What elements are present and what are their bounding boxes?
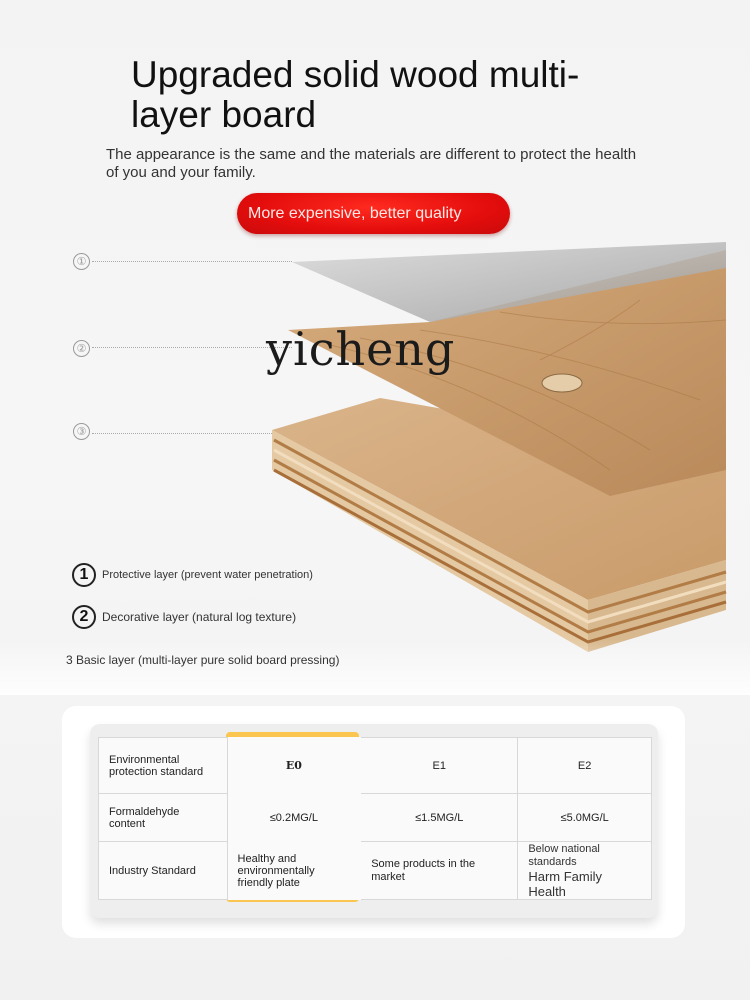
legend-text: Decorative layer (natural log texture) xyxy=(102,610,297,624)
row-label: Industry Standard xyxy=(99,842,228,900)
note-e1: Some products in the market xyxy=(361,842,518,900)
legend-number: 2 xyxy=(72,605,96,629)
water-drop xyxy=(542,374,582,392)
marker-3: ③ xyxy=(73,423,90,440)
marker-1: ① xyxy=(73,253,90,270)
marker-1-line xyxy=(92,261,292,262)
formaldehyde-comparison-table xyxy=(98,737,652,900)
table-row xyxy=(99,842,652,900)
table-row xyxy=(99,794,652,842)
page-title: Upgraded solid wood multi-layer board xyxy=(131,54,580,135)
table-row xyxy=(99,738,652,794)
legend-item-protective xyxy=(72,563,313,587)
page-subtitle: The appearance is the same and the materials are different to protect the health of you and your family. xyxy=(106,146,637,181)
row-label: Formaldehyde content xyxy=(99,794,228,842)
watermark: yicheng xyxy=(266,322,456,376)
grade-e1: E1 xyxy=(361,738,518,794)
row-label: Environmental protection standard xyxy=(99,738,228,794)
note-e2-cell xyxy=(518,842,652,900)
legend-item-basic: 3 Basic layer (multi-layer pure solid board pressing) xyxy=(66,653,340,667)
quality-badge: More expensive, better quality xyxy=(237,193,510,234)
limit-e0: ≤0.2MG/L xyxy=(269,811,318,824)
legend-item-decorative xyxy=(72,605,296,629)
grade-e0: E0 xyxy=(285,759,302,772)
note-e2: Below national standards xyxy=(528,842,600,868)
note-e0: Healthy and environmentally friendly plate xyxy=(237,852,315,889)
limit-e1: ≤1.5MG/L xyxy=(361,794,518,842)
marker-2-line xyxy=(92,347,292,348)
marker-3-line xyxy=(92,433,272,434)
legend-text: Protective layer (prevent water penetration) xyxy=(102,569,313,581)
note-e2-harm: Harm Family Health xyxy=(528,868,602,899)
legend-number: 1 xyxy=(72,563,96,587)
grade-e2: E2 xyxy=(518,738,652,794)
limit-e2: ≤5.0MG/L xyxy=(518,794,652,842)
marker-2: ② xyxy=(73,340,90,357)
